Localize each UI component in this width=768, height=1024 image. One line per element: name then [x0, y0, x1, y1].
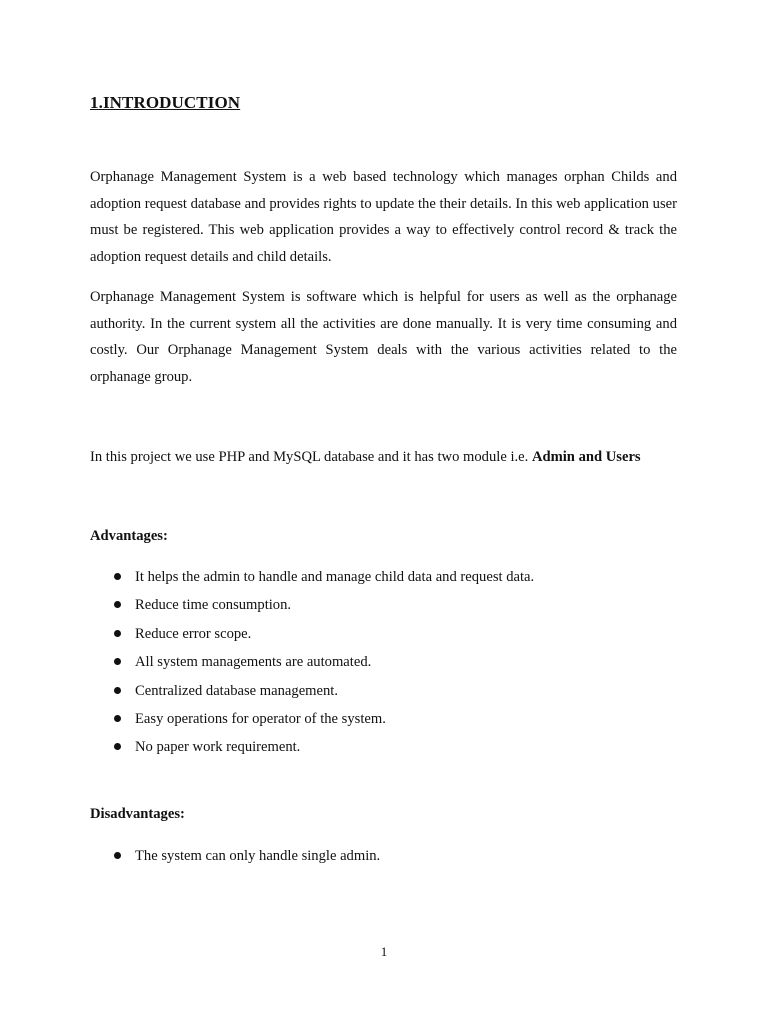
disadvantages-title: Disadvantages:	[90, 806, 185, 822]
advantage-text: No paper work requirement.	[135, 739, 301, 756]
advantage-text: Easy operations for operator of the system.	[135, 710, 386, 727]
intro-paragraph-2: Orphanage Management System is software which is helpful for users as well as the orphanage authority. In the current system all the activities are done manually. It is very time consuming and costly. Our Orphanage Management System deals with the various activities related to the orphanage group.	[90, 289, 677, 385]
advantage-text: Reduce error scope.	[135, 625, 252, 642]
section-heading: 1.INTRODUCTION	[90, 93, 241, 112]
advantages-list	[0, 566, 700, 765]
advantage-text: Centralized database management.	[135, 682, 339, 699]
list-item	[0, 680, 700, 708]
page-number: 1	[380, 944, 388, 959]
advantage-text: Reduce time consumption.	[135, 597, 292, 614]
disadvantage-text: The system can only handle single admin.	[135, 848, 381, 864]
modules-bold-text: Admin and Users	[531, 449, 641, 465]
advantage-text: All system managements are automated.	[135, 654, 372, 671]
advantages-title: Advantages:	[90, 528, 168, 544]
bullet-icon	[114, 601, 121, 608]
bullet-icon	[114, 715, 121, 722]
modules-text: In this project we use PHP and MySQL database and it has two module i.e.	[90, 449, 532, 465]
bullet-icon	[114, 658, 121, 665]
advantage-text: It helps the admin to handle and manage child data and request data.	[135, 569, 535, 585]
modules-paragraph	[90, 444, 690, 471]
list-item	[0, 594, 700, 622]
disadvantages-list	[0, 845, 700, 873]
list-item	[0, 708, 700, 736]
bullet-icon	[114, 630, 121, 637]
list-item	[0, 623, 700, 651]
bullet-icon	[114, 852, 121, 859]
list-item	[0, 736, 700, 764]
bullet-icon	[114, 743, 121, 750]
bullet-icon	[114, 573, 121, 580]
list-item	[0, 845, 700, 873]
intro-paragraph-1: Orphanage Management System is a web based technology which manages orphan Childs and adoption request database and provides rights to update the their details. In this web application user must be registered. This web application provides a way to effectively control record & track the adoption request details and child details.	[90, 169, 677, 265]
list-item	[0, 566, 700, 594]
bullet-icon	[114, 687, 121, 694]
list-item	[0, 651, 700, 679]
